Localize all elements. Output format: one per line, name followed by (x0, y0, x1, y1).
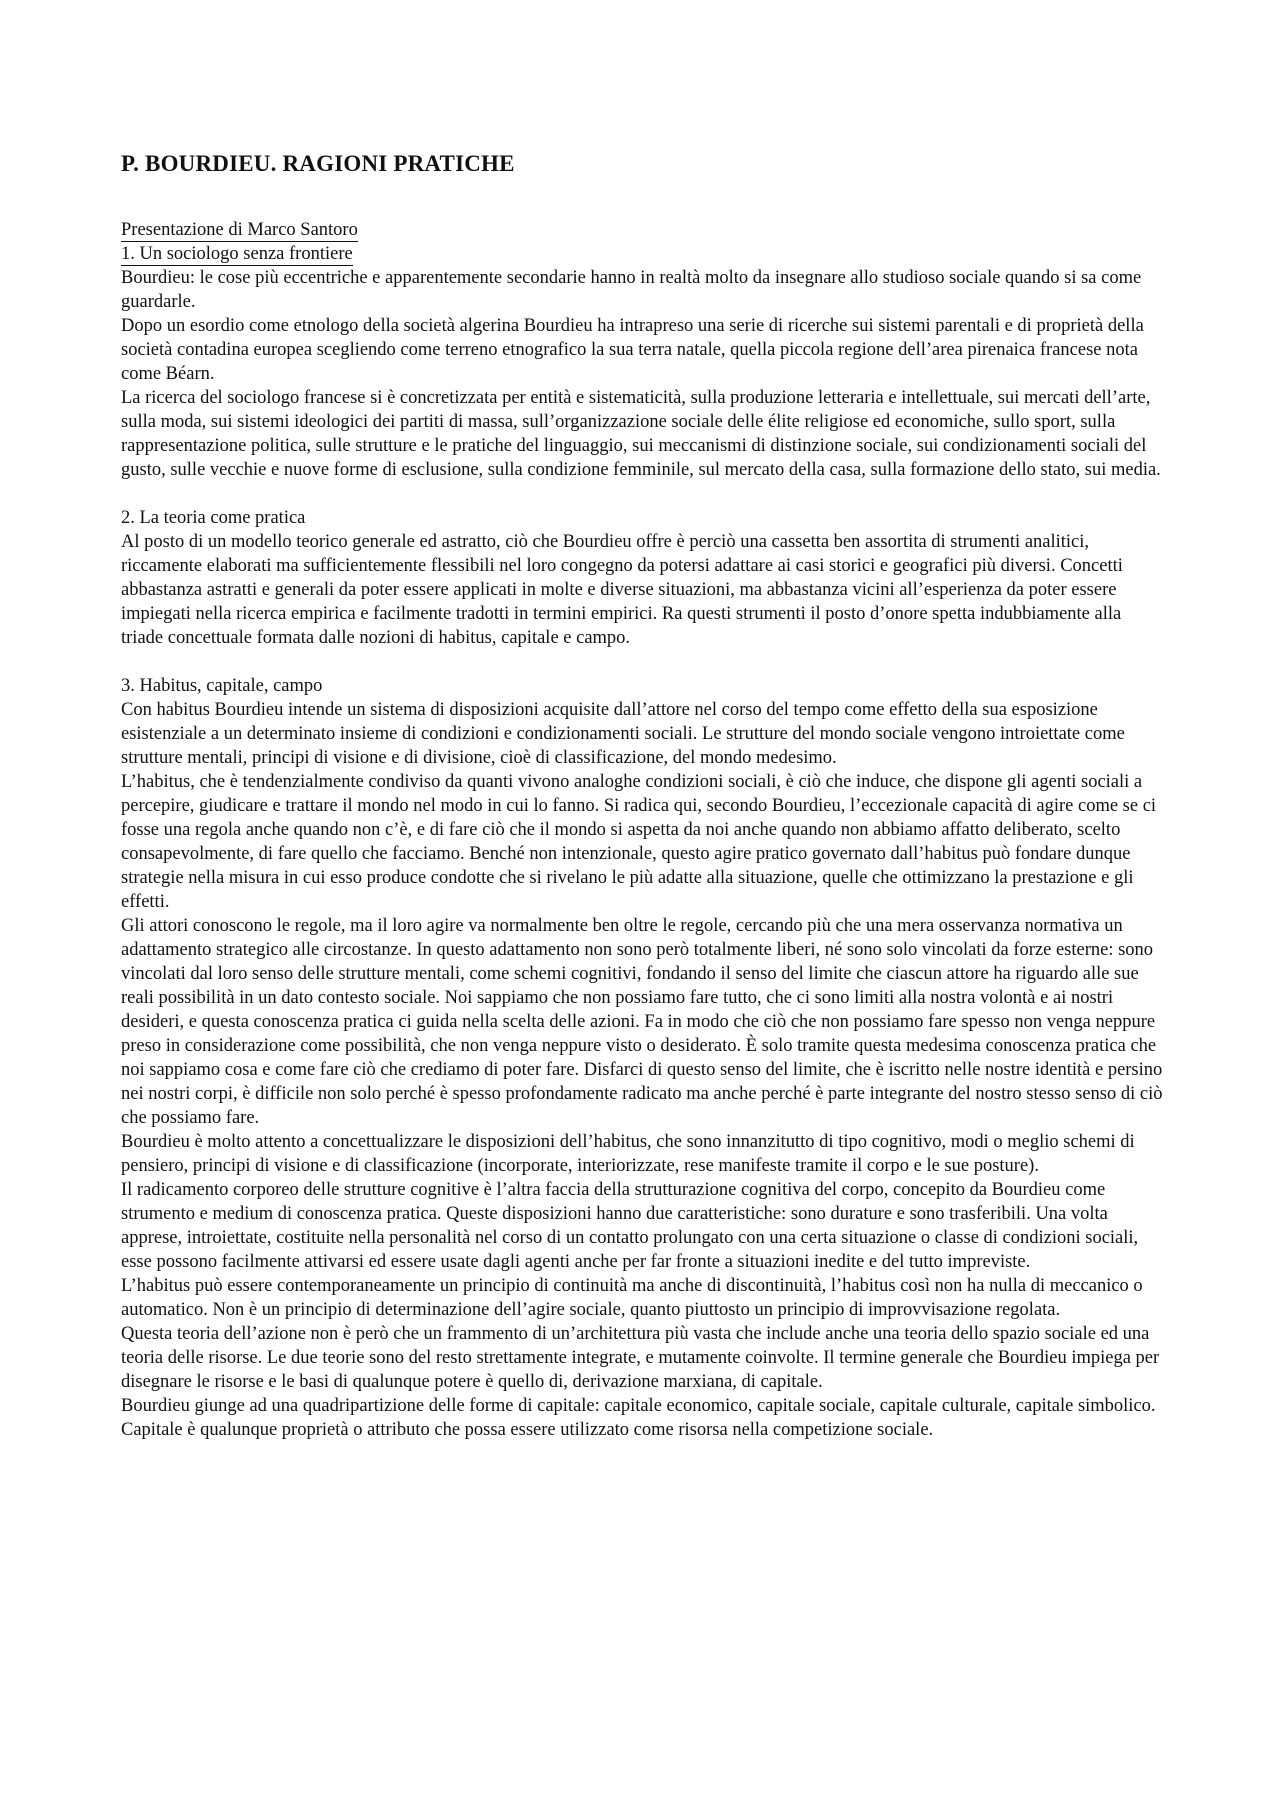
document-page (121, 150, 1166, 1442)
section-2 (121, 506, 1166, 650)
paragraph: Con habitus Bourdieu intende un sistema di disposizioni acquisite dall’attore nel corso del tempo come effetto della sua esposizione esistenziale a un determinato insieme di condizioni e condizionamenti sociali. Le strutture del mondo sociale vengono introiettate come strutture mentali, principi di visione e di divisione, cioè di classificazione, del mondo medesimo. (121, 699, 1125, 768)
document-title: P. BOURDIEU. RAGIONI PRATICHE (121, 151, 515, 176)
presentation-line (121, 218, 1166, 242)
paragraph: L’habitus, che è tendenzialmente condiviso da quanti vivono analoghe condizioni sociali, è ciò che induce, che dispone gli agenti sociali a percepire, giudicare e trattare il mondo nel modo in cui lo fanno. Si radica qui, secondo Bourdieu, l’eccezionale capacità di agire come se ci fosse una regola anche quando non c’è, e di fare ciò che il mondo si aspetta da noi anche quando non abbiamo affatto deliberato, scelto consapevolmente, di fare quello che facciamo. Benché non intenzionale, questo agire pratico governato dall’habitus può fondare dunque strategie nella misura in cui esso produce condotte che si rivelano le più adatte alla situazione, quelle che ottimizzano la prestazione e gli effetti. (121, 771, 1157, 912)
section-1 (121, 242, 1166, 482)
paragraph: Bourdieu giunge ad una quadripartizione delle forme di capitale: capitale economico, capitale sociale, capitale culturale, capitale simbolico. (121, 1395, 1156, 1416)
section-2-heading: 2. La teoria come pratica (121, 507, 306, 528)
paragraph: Bourdieu è molto attento a concettualizzare le disposizioni dell’habitus, che sono innanzitutto di tipo cognitivo, modi o meglio schemi di pensiero, principi di visione e di classificazione (incorporate, interiorizzate, rese manifeste tramite il corpo e le sue posture). (121, 1131, 1135, 1176)
section-3 (121, 674, 1166, 1442)
paragraph: Capitale è qualunque proprietà o attributo che possa essere utilizzato come risorsa nella competizione sociale. (121, 1419, 934, 1440)
section-1-heading: 1. Un sociologo senza frontiere (121, 243, 353, 264)
paragraph: L’habitus può essere contemporaneamente un principio di continuità ma anche di discontinuità, l’habitus così non ha nulla di meccanico o automatico. Non è un principio di determinazione dell’agire sociale, quanto piuttosto un principio di improvvisazione regolata. (121, 1275, 1143, 1320)
section-3-heading: 3. Habitus, capitale, campo (121, 675, 323, 696)
paragraph: Bourdieu: le cose più eccentriche e apparentemente secondarie hanno in realtà molto da insegnare allo studioso sociale quando si sa come guardarle. (121, 267, 1142, 312)
paragraph: Dopo un esordio come etnologo della società algerina Bourdieu ha intrapreso una serie di ricerche sui sistemi parentali e di proprietà della società contadina europea scegliendo come terreno etnografico la sua terra natale, quella piccola regione dell’area pirenaica francese nota come Béarn. (121, 315, 1144, 384)
paragraph: Questa teoria dell’azione non è però che un frammento di un’architettura più vasta che include anche una teoria dello spazio sociale ed una teoria delle risorse. Le due teorie sono del resto strettamente integrate, e mutamente coinvolte. Il termine generale che Bourdieu impiega per disegnare le risorse e le basi di qualunque potere è quello di, derivazione marxiana, di capitale. (121, 1323, 1160, 1392)
paragraph: Gli attori conoscono le regole, ma il loro agire va normalmente ben oltre le regole, cercando più che una mera osservanza normativa un adattamento strategico alle circostanze. In questo adattamento non sono però totalmente liberi, né sono solo vincolati da forze esterne: sono vincolati dal loro senso delle strutture mentali, come schemi cognitivi, fondando il senso del limite che ciascun attore ha riguardo alle sue reali possibilità in un dato contesto sociale. Noi sappiamo che non possiamo fare tutto, che ci sono limiti alla nostra volontà e ai nostri desideri, e questa conoscenza pratica ci guida nella scelta delle azioni. Fa in modo che ciò che non possiamo fare spesso non venga neppure preso in considerazione come possibilità, che non venga neppure visto o desiderato. È solo tramite questa medesima conoscenza pratica che noi sappiamo cosa e come fare ciò che crediamo di poter fare. Disfarci di questo senso del limite, che è iscritto nelle nostre identità e persino nei nostri corpi, è difficile non solo perché è spesso profondamente radicato ma anche perché è parte integrante del nostro stesso senso di ciò che possiamo fare. (121, 915, 1163, 1128)
presentation-credit: Presentazione di Marco Santoro (121, 219, 358, 240)
section-spacer (121, 482, 1166, 506)
section-heading (121, 242, 1166, 266)
section-spacer (121, 650, 1166, 674)
paragraph: Il radicamento corporeo delle strutture cognitive è l’altra faccia della strutturazione cognitiva del corpo, concepito da Bourdieu come strumento e medium di conoscenza pratica. Queste disposizioni hanno due caratteristiche: sono durature e sono trasferibili. Una volta apprese, introiettate, costituite nella personalità nel corso di un contatto prolungato con una certa situazione o classe di condizioni sociali, esse possono facilmente attivarsi ed essere usate dagli agenti anche per far fronte a situazioni inedite e del tutto impreviste. (121, 1179, 1139, 1272)
paragraph: Al posto di un modello teorico generale ed astratto, ciò che Bourdieu offre è perciò una cassetta ben assortita di strumenti analitici, riccamente elaborati ma sufficientemente flessibili nel loro congegno da potersi adattare ai casi storici e geografici più diversi. Concetti abbastanza astratti e generali da poter essere applicati in molte e diverse situazioni, ma abbastanza vicini all’esperienza da poter essere impiegati nella ricerca empirica e facilmente tradotti in termini empirici. Ra questi strumenti il posto d’onore spetta indubbiamente alla triade concettuale formata dalle nozioni di habitus, capitale e campo. (121, 531, 1123, 648)
paragraph: La ricerca del sociologo francese si è concretizzata per entità e sistematicità, sulla produzione letteraria e intellettuale, sui mercati dell’arte, sulla moda, sui sistemi ideologici dei partiti di massa, sull’organizzazione sociale delle élite religiose ed economiche, sullo sport, sulla rappresentazione politica, sulle strutture e le pratiche del linguaggio, sui meccanismi di distinzione sociale, sui condizionamenti sociali del gusto, sulle vecchie e nuove forme di esclusione, sulla condizione femminile, sul mercato della casa, sulla formazione dello stato, sui media. (121, 387, 1161, 480)
